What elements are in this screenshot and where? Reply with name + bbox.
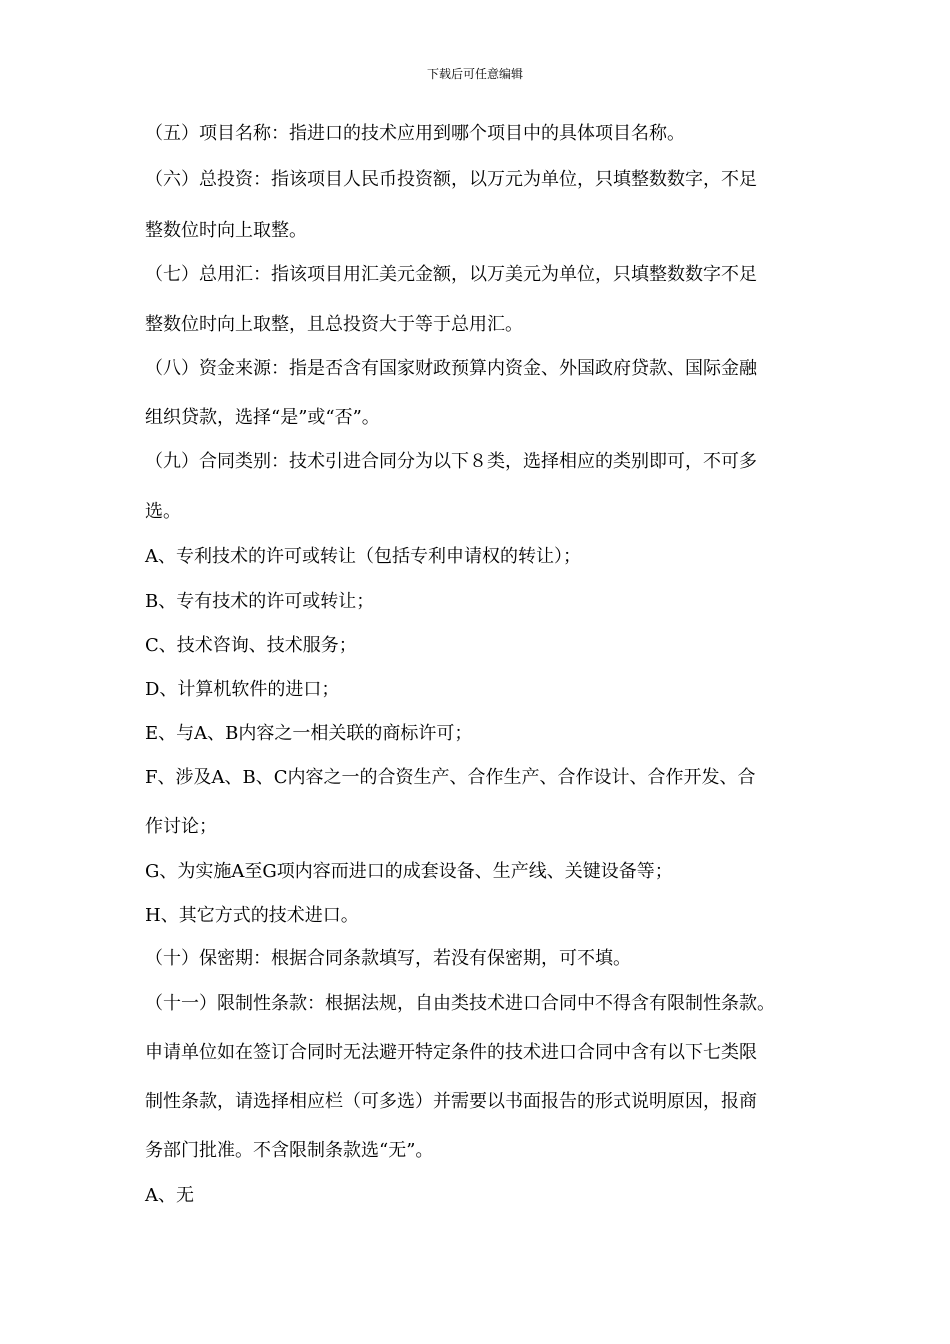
text-line: 选。 [145,501,181,522]
text-line: （十）保密期：根据合同条款填写，若没有保密期，可不填。 [145,948,631,969]
text-line: （六）总投资：指该项目人民币投资额，以万元为单位，只填整数数字，不足 [145,169,757,190]
text-line: H、其它方式的技术进口。 [145,905,359,926]
text-line: E、与A、B内容之一相关联的商标许可； [145,723,473,744]
text-line: A、无 [145,1185,194,1206]
text-line: C、技术咨询、技术服务； [145,635,357,656]
page-header: 下载后可任意编辑 [426,67,523,81]
text-line: D、计算机软件的进口； [145,679,340,700]
text-line: （十一）限制性条款：根据法规，自由类技术进口合同中不得含有限制性条款。 [145,993,775,1014]
text-line: （五）项目名称：指进口的技术应用到哪个项目中的具体项目名称。 [145,123,685,144]
text-line: B、专有技术的许可或转让； [145,591,375,612]
text-line: 申请单位如在签订合同时无法避开特定条件的技术进口合同中含有以下七类限 [145,1042,757,1063]
text-line: （九）合同类别：技术引进合同分为以下８类，选择相应的类别即可，不可多 [145,451,757,472]
text-line: 组织贷款，选择“是”或“否”。 [145,407,380,428]
text-line: A、专利技术的许可或转让（包括专利申请权的转让）； [145,546,581,567]
text-line: 作讨论； [145,816,217,837]
text-line: 务部门批准。不含限制条款选“无”。 [145,1140,434,1161]
text-line: 整数位时向上取整。 [145,220,307,241]
text-line: （八）资金来源：指是否含有国家财政预算内资金、外国政府贷款、国际金融 [145,358,757,379]
text-line: G、为实施A至G项内容而进口的成套设备、生产线、关键设备等； [145,861,673,882]
text-line: F、涉及A、B、C内容之一的合资生产、合作生产、合作设计、合作开发、合 [145,767,756,788]
text-line: 制性条款，请选择相应栏（可多选）并需要以书面报告的形式说明原因，报商 [145,1091,757,1112]
text-line: （七）总用汇：指该项目用汇美元金额，以万美元为单位，只填整数数字不足 [145,264,757,285]
text-line: 整数位时向上取整，且总投资大于等于总用汇。 [145,314,523,335]
